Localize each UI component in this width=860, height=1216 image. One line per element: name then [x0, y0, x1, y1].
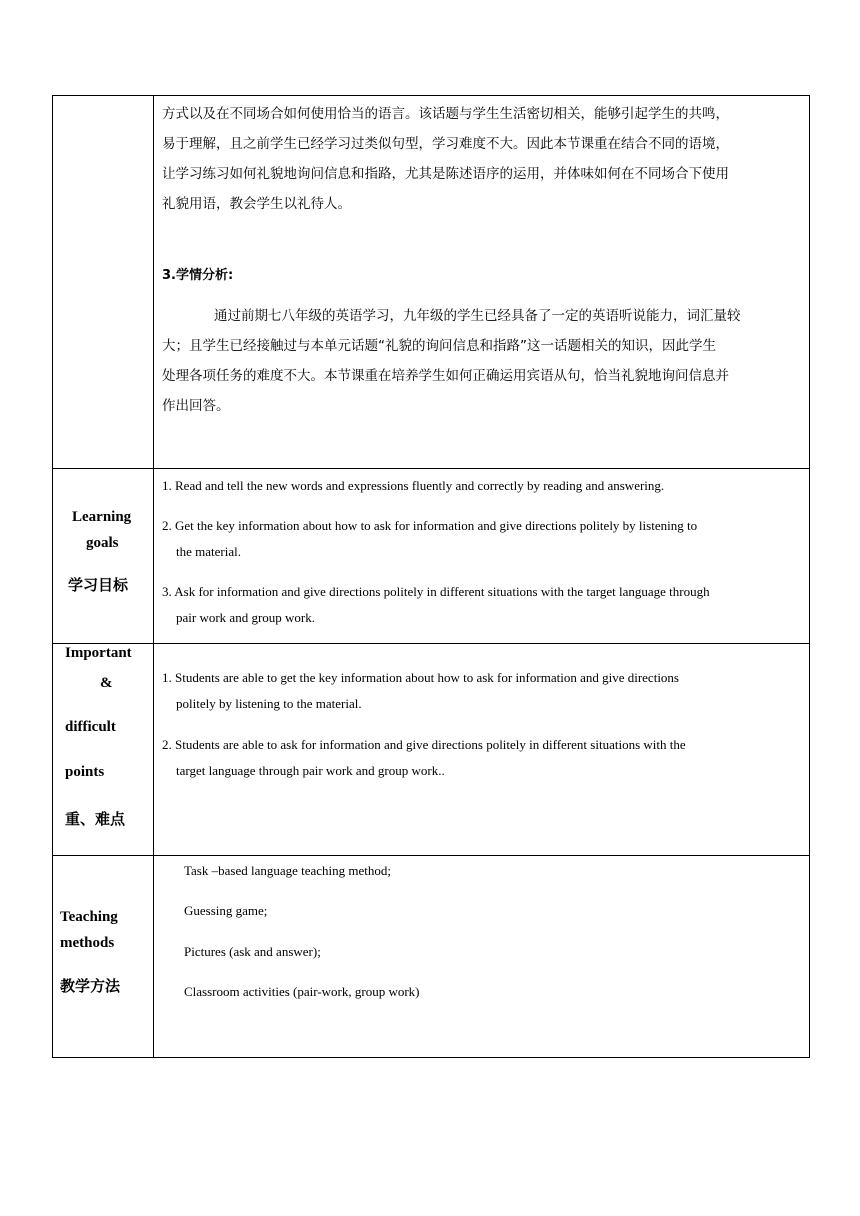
point-item-1 [162, 665, 804, 717]
goal-item-3 [162, 579, 804, 631]
methods-label-en-1: Teaching [60, 909, 118, 925]
goal-item-1 [162, 473, 804, 499]
goals-label-en-1: Learning [72, 509, 132, 525]
point-item-2-line-1: 2. Students are able to ask for information and give directions politely in different situations with the [162, 737, 686, 752]
intro-line-3: 让学习练习如何礼貌地询问信息和指路，尤其是陈述语序的运用，并体味如何在不同场合下使用 [162, 166, 729, 182]
row-divider-goals [52, 468, 810, 469]
points-label-2: & [100, 675, 113, 691]
methods-label-en-2: methods [60, 935, 115, 951]
goal-item-2-line-2: the material. [176, 544, 241, 559]
points-label-3: difficult [65, 719, 116, 735]
points-label-4: points [65, 764, 105, 780]
analysis-line-2: 大；且学生已经接触过与本单元话题“礼貌的询问信息和指路”这一话题相关的知识，因此学生 [162, 338, 716, 354]
table-right-border [809, 95, 810, 1058]
intro-line-4: 礼貌用语，教会学生以礼待人。 [162, 196, 351, 212]
method-item-3: Pictures (ask and answer); [184, 944, 321, 959]
goal-item-3-line-2: pair work and group work. [176, 610, 315, 625]
table-top-border [52, 95, 810, 96]
point-item-2 [162, 732, 804, 784]
analysis-line-4: 作出回答。 [162, 398, 230, 414]
intro-line-2: 易于理解，且之前学生已经学习过类似句型，学习难度不大。因此本节课重在结合不同的语境， [162, 136, 729, 152]
analysis-text [162, 301, 807, 421]
point-item-1-line-1: 1. Students are able to get the key information about how to ask for information and give directions [162, 670, 679, 685]
intro-text [162, 99, 807, 219]
points-label-zh: 重、难点 [65, 810, 126, 828]
row-divider-points [52, 643, 810, 644]
method-item-2: Guessing game; [184, 903, 268, 918]
goal-item-2-line-1: 2. Get the key information about how to ask for information and give directions politely by listening to [162, 518, 698, 533]
goal-item-2 [162, 513, 804, 565]
table-bottom-border [52, 1057, 810, 1058]
point-item-2-line-2: target language through pair work and group work.. [176, 763, 445, 778]
point-item-1-line-2: politely by listening to the material. [176, 696, 362, 711]
method-item-1: Task –based language teaching method; [184, 863, 392, 878]
goals-label-zh: 学习目标 [68, 576, 129, 594]
analysis-line-3: 处理各项任务的难度不大。本节课重在培养学生如何正确运用宾语从句，恰当礼貌地询问信息并 [162, 368, 729, 384]
analysis-heading: 3.学情分析: [162, 268, 234, 283]
goal-item-3-line-1: 3. Ask for information and give directions politely in different situations with the target language through [162, 584, 710, 599]
intro-line-1: 方式以及在不同场合如何使用恰当的语言。该话题与学生生活密切相关，能够引起学生的共鸣， [162, 106, 729, 122]
analysis-line-1: 通过前期七八年级的英语学习，九年级的学生已经具备了一定的英语听说能力，词汇量较 [214, 308, 741, 324]
goals-label-en-2: goals [86, 535, 119, 551]
points-label-1: Important [65, 645, 132, 661]
row-divider-methods [52, 855, 810, 856]
table-left-border [52, 95, 53, 1058]
goal-item-1-text: 1. Read and tell the new words and expressions fluently and correctly by reading and answering. [162, 478, 665, 493]
method-item-4: Classroom activities (pair-work, group work) [184, 984, 420, 999]
methods-label-zh: 教学方法 [60, 977, 121, 995]
column-divider [153, 95, 154, 1058]
